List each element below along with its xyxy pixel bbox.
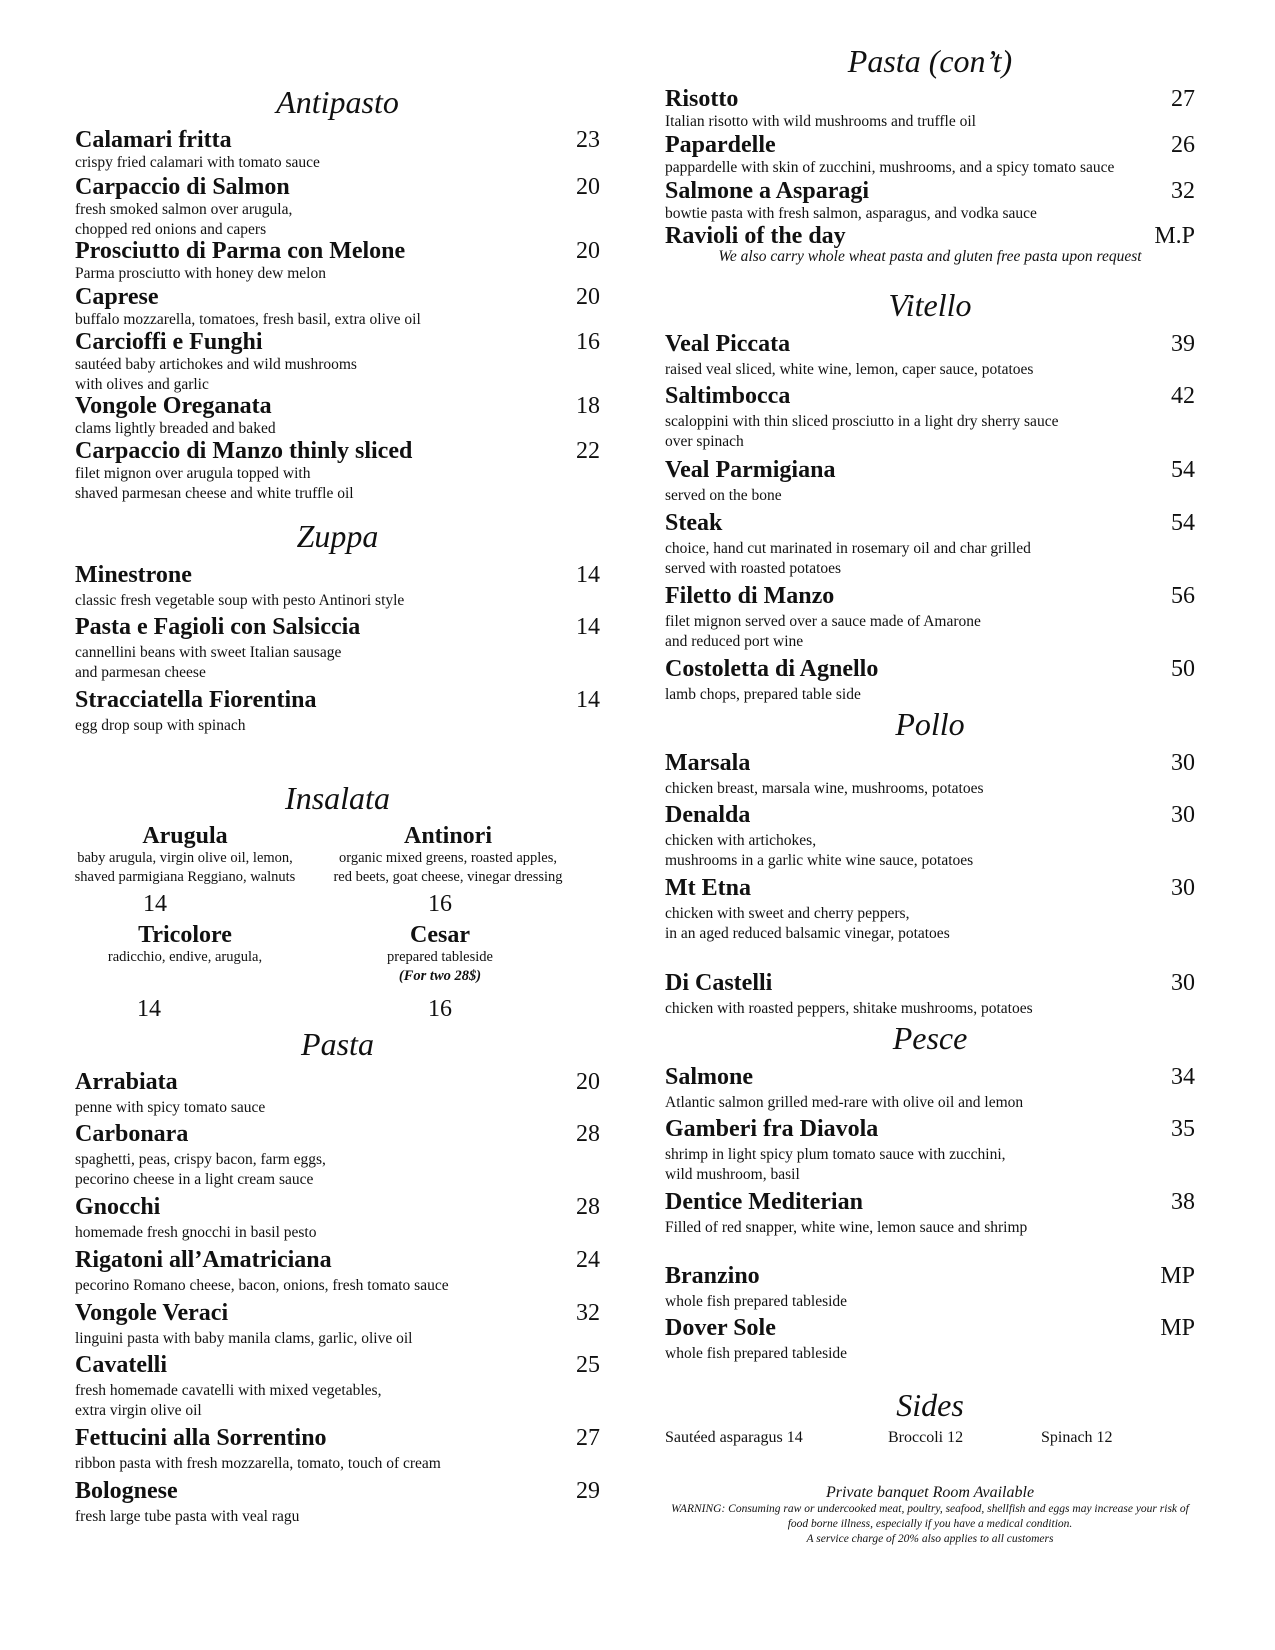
- item-price: 50: [1171, 656, 1195, 682]
- section-title-pollo: Pollo: [895, 706, 965, 742]
- menu-item: [665, 656, 1195, 705]
- item-name: Cavatelli: [75, 1352, 167, 1378]
- section-title-pasta-cont: Pasta (con’t): [847, 43, 1013, 79]
- menu-item: [665, 86, 1195, 132]
- item-price: 14: [143, 891, 167, 917]
- item-name: Antinori: [403, 823, 492, 849]
- item-price: M.P: [1154, 223, 1195, 249]
- item-name: Risotto: [665, 86, 739, 112]
- item-description: filet mignon served over a sauce made of Amarone: [665, 613, 981, 630]
- item-price: 27: [576, 1425, 600, 1451]
- menu-item: [665, 1315, 1195, 1364]
- item-description: wild mushroom, basil: [665, 1166, 800, 1183]
- side-item: Spinach 12: [1041, 1429, 1113, 1446]
- item-description: homemade fresh gnocchi in basil pesto: [75, 1224, 317, 1241]
- item-price: 23: [576, 127, 600, 153]
- section-title-sides: Sides: [896, 1387, 964, 1423]
- item-name: Veal Parmigiana: [665, 457, 836, 483]
- item-description: baby arugula, virgin olive oil, lemon,: [77, 850, 293, 866]
- warning-line: food borne illness, especially if you have a medical condition.: [787, 1518, 1073, 1530]
- item-name: Carpaccio di Manzo thinly sliced: [75, 438, 413, 464]
- item-name: Saltimbocca: [665, 383, 791, 409]
- salad-item: [55, 823, 315, 887]
- menu-item: [665, 1189, 1195, 1238]
- item-description: in an aged reduced balsamic vinegar, potatoes: [665, 925, 950, 942]
- item-description: with olives and garlic: [75, 376, 209, 393]
- item-name: Gnocchi: [75, 1194, 161, 1220]
- item-price: 32: [1171, 178, 1195, 204]
- item-description: classic fresh vegetable soup with pesto Antinori style: [75, 592, 405, 609]
- item-price: 14: [576, 562, 600, 588]
- item-description: and parmesan cheese: [75, 664, 206, 681]
- item-description: fresh smoked salmon over arugula,: [75, 201, 293, 218]
- item-price: 14: [576, 687, 600, 713]
- item-price: 30: [1171, 875, 1195, 901]
- item-description: clams lightly breaded and baked: [75, 420, 276, 437]
- menu-item: [665, 1116, 1195, 1185]
- pasta-note: We also carry whole wheat pasta and gluten free pasta upon request: [718, 248, 1142, 265]
- item-name: Carpaccio di Salmon: [75, 174, 290, 200]
- item-name: Arrabiata: [75, 1069, 178, 1095]
- item-price: 16: [576, 329, 600, 355]
- item-description: chicken with artichokes,: [665, 832, 817, 849]
- item-price: 24: [576, 1247, 600, 1273]
- item-price: 32: [576, 1300, 600, 1326]
- item-price: 20: [576, 284, 600, 310]
- section-title-zuppa: Zuppa: [296, 518, 379, 554]
- item-price: 16: [428, 996, 452, 1022]
- item-name: Salmone: [665, 1064, 754, 1090]
- item-name: Minestrone: [75, 562, 192, 588]
- item-price: 16: [428, 891, 452, 917]
- item-description: chopped red onions and capers: [75, 221, 267, 238]
- item-name: Gamberi fra Diavola: [665, 1116, 879, 1142]
- item-description: served with roasted potatoes: [665, 560, 842, 577]
- item-price: 18: [576, 393, 600, 419]
- item-price: 34: [1171, 1064, 1195, 1090]
- item-description: pecorino cheese in a light cream sauce: [75, 1171, 314, 1188]
- item-description: radicchio, endive, arugula,: [107, 949, 263, 965]
- item-name: Pasta e Fagioli con Salsiccia: [75, 614, 361, 640]
- menu-item: [75, 284, 600, 330]
- item-description: over spinach: [665, 433, 744, 450]
- item-name: Stracciatella Fiorentina: [75, 687, 317, 713]
- item-price: 30: [1171, 970, 1195, 996]
- item-name: Denalda: [665, 802, 751, 828]
- item-name: Papardelle: [665, 132, 776, 158]
- item-price: 28: [576, 1121, 600, 1147]
- menu-item: [75, 127, 600, 173]
- salad-item: [310, 922, 570, 986]
- section-title-pasta: Pasta: [301, 1026, 374, 1062]
- item-name: Tricolore: [138, 922, 232, 948]
- item-description: pappardelle with skin of zucchini, mushrooms, and a spicy tomato sauce: [665, 159, 1115, 176]
- item-price: 30: [1171, 802, 1195, 828]
- menu-item: [665, 223, 1195, 249]
- item-name: Prosciutto di Parma con Melone: [75, 238, 406, 264]
- menu-item: [75, 1121, 600, 1190]
- item-description: scaloppini with thin sliced prosciutto in a light dry sherry sauce: [665, 413, 1059, 430]
- item-description: and reduced port wine: [665, 633, 804, 650]
- item-name: Salmone a Asparagi: [665, 178, 870, 204]
- menu-item: [75, 687, 600, 736]
- menu-item: [665, 132, 1195, 178]
- item-price: 42: [1171, 383, 1195, 409]
- item-description: mushrooms in a garlic white wine sauce, potatoes: [665, 852, 974, 869]
- warning-line: WARNING: Consuming raw or undercooked meat, poultry, seafood, shellfish and eggs may increase your risk of: [671, 1503, 1189, 1515]
- menu-item: [665, 383, 1195, 452]
- menu-item: [75, 329, 600, 395]
- item-name: Bolognese: [75, 1478, 178, 1504]
- item-note: (For two 28$): [398, 968, 482, 984]
- menu-item: [75, 1478, 600, 1527]
- item-description: crispy fried calamari with tomato sauce: [75, 154, 320, 171]
- item-price: 30: [1171, 750, 1195, 776]
- item-name: Marsala: [665, 750, 751, 776]
- item-price: MP: [1160, 1315, 1195, 1341]
- item-description: whole fish prepared tableside: [665, 1345, 848, 1362]
- item-name: Costoletta di Agnello: [665, 656, 879, 682]
- item-name: Dover Sole: [665, 1315, 776, 1341]
- item-description: whole fish prepared tableside: [665, 1293, 848, 1310]
- section-title-insalata: Insalata: [285, 780, 390, 816]
- menu-item: [665, 970, 1195, 1019]
- item-description: organic mixed greens, roasted apples,: [339, 850, 557, 866]
- item-description: linguini pasta with baby manila clams, garlic, olive oil: [75, 1330, 413, 1347]
- item-description: ribbon pasta with fresh mozzarella, tomato, touch of cream: [75, 1455, 441, 1472]
- item-price: 54: [1171, 457, 1195, 483]
- item-description: shaved parmigiana Reggiano, walnuts: [74, 869, 296, 885]
- item-price: 14: [576, 614, 600, 640]
- side-item: Sautéed asparagus 14: [665, 1429, 803, 1446]
- item-name: Steak: [665, 510, 723, 536]
- item-description: fresh homemade cavatelli with mixed vegetables,: [75, 1382, 382, 1399]
- item-name: Mt Etna: [665, 875, 751, 901]
- item-description: egg drop soup with spinach: [75, 717, 246, 734]
- item-description: bowtie pasta with fresh salmon, asparagus, and vodka sauce: [665, 205, 1037, 222]
- menu-item: [75, 1194, 600, 1243]
- item-description: chicken breast, marsala wine, mushrooms, potatoes: [665, 780, 984, 797]
- item-description: raised veal sliced, white wine, lemon, caper sauce, potatoes: [665, 361, 1034, 378]
- menu-item: [75, 438, 600, 504]
- side-item: Broccoli 12: [888, 1429, 964, 1446]
- menu-item: [665, 583, 1195, 652]
- item-price: 39: [1171, 331, 1195, 357]
- item-name: Cesar: [410, 922, 470, 948]
- item-price: 20: [576, 174, 600, 200]
- item-name: Calamari fritta: [75, 127, 232, 153]
- item-name: Carbonara: [75, 1121, 189, 1147]
- item-name: Fettucini alla Sorrentino: [75, 1425, 327, 1451]
- menu-item: [665, 750, 1195, 799]
- menu-item: [75, 1247, 600, 1296]
- menu-item: [75, 1069, 600, 1118]
- item-description: sautéed baby artichokes and wild mushrooms: [75, 356, 357, 373]
- item-name: Branzino: [665, 1263, 760, 1289]
- item-description: prepared tableside: [387, 949, 493, 965]
- item-description: cannellini beans with sweet Italian sausage: [75, 644, 342, 661]
- item-name: Di Castelli: [665, 970, 773, 996]
- item-description: shrimp in light spicy plum tomato sauce with zucchini,: [665, 1146, 1006, 1163]
- service-charge-note: A service charge of 20% also applies to all customers: [806, 1533, 1054, 1545]
- section-title-vitello: Vitello: [888, 287, 972, 323]
- item-description: Filled of red snapper, white wine, lemon sauce and shrimp: [665, 1219, 1028, 1236]
- item-description: chicken with sweet and cherry peppers,: [665, 905, 910, 922]
- salad-item: [55, 922, 315, 967]
- item-price: 56: [1171, 583, 1195, 609]
- item-name: Ravioli of the day: [665, 223, 846, 249]
- item-name: Caprese: [75, 284, 159, 310]
- menu-item: [75, 1352, 600, 1421]
- menu-item: [665, 331, 1195, 380]
- menu-item: [665, 1064, 1195, 1113]
- menu-item: [665, 457, 1195, 506]
- item-description: buffalo mozzarella, tomatoes, fresh basil, extra olive oil: [75, 311, 421, 328]
- item-name: Vongole Oreganata: [75, 393, 272, 419]
- item-description: Parma prosciutto with honey dew melon: [75, 265, 326, 282]
- item-description: chicken with roasted peppers, shitake mushrooms, potatoes: [665, 1000, 1033, 1017]
- salad-item: [318, 823, 578, 887]
- item-price: 29: [576, 1478, 600, 1504]
- item-description: spaghetti, peas, crispy bacon, farm eggs,: [75, 1151, 326, 1168]
- item-description: choice, hand cut marinated in rosemary oil and char grilled: [665, 540, 1031, 557]
- item-description: lamb chops, prepared table side: [665, 686, 861, 703]
- item-price: 20: [576, 238, 600, 264]
- item-description: pecorino Romano cheese, bacon, onions, fresh tomato sauce: [75, 1277, 449, 1294]
- menu-item: [75, 1300, 600, 1349]
- item-name: Vongole Veraci: [75, 1300, 229, 1326]
- item-name: Veal Piccata: [665, 331, 791, 357]
- item-price: 28: [576, 1194, 600, 1220]
- menu-item: [665, 802, 1195, 871]
- item-description: penne with spicy tomato sauce: [75, 1099, 266, 1116]
- menu-item: [75, 1425, 600, 1474]
- item-name: Dentice Mediterian: [665, 1189, 863, 1215]
- menu-item: [75, 614, 600, 683]
- section-title-antipasto: Antipasto: [276, 84, 399, 120]
- item-price: 25: [576, 1352, 600, 1378]
- banquet-note: Private banquet Room Available: [825, 1484, 1035, 1501]
- menu-item: [665, 510, 1195, 579]
- item-name: Arugula: [142, 823, 228, 849]
- menu-item: [665, 1263, 1195, 1312]
- item-description: extra virgin olive oil: [75, 1402, 202, 1419]
- menu-item: [75, 174, 600, 240]
- item-description: shaved parmesan cheese and white truffle oil: [75, 485, 354, 502]
- section-title-pesce: Pesce: [892, 1020, 968, 1056]
- item-price: 27: [1171, 86, 1195, 112]
- item-price: MP: [1160, 1263, 1195, 1289]
- item-description: filet mignon over arugula topped with: [75, 465, 311, 482]
- item-price: 38: [1171, 1189, 1195, 1215]
- item-price: 14: [137, 996, 161, 1022]
- item-price: 35: [1171, 1116, 1195, 1142]
- item-price: 54: [1171, 510, 1195, 536]
- item-name: Filetto di Manzo: [665, 583, 835, 609]
- item-description: red beets, goat cheese, vinegar dressing: [333, 869, 563, 885]
- item-name: Rigatoni all’Amatriciana: [75, 1247, 332, 1273]
- item-description: served on the bone: [665, 487, 782, 504]
- item-price: 22: [576, 438, 600, 464]
- menu-item: [75, 393, 600, 439]
- item-name: Carcioffi e Funghi: [75, 329, 263, 355]
- menu-item: [665, 178, 1195, 224]
- item-description: Atlantic salmon grilled med-rare with olive oil and lemon: [665, 1094, 1024, 1111]
- menu-item: [665, 875, 1195, 944]
- menu-item: [75, 238, 600, 284]
- item-description: Italian risotto with wild mushrooms and truffle oil: [665, 113, 976, 130]
- item-description: fresh large tube pasta with veal ragu: [75, 1508, 300, 1525]
- menu-item: [75, 562, 600, 611]
- item-price: 20: [576, 1069, 600, 1095]
- item-price: 26: [1171, 132, 1195, 158]
